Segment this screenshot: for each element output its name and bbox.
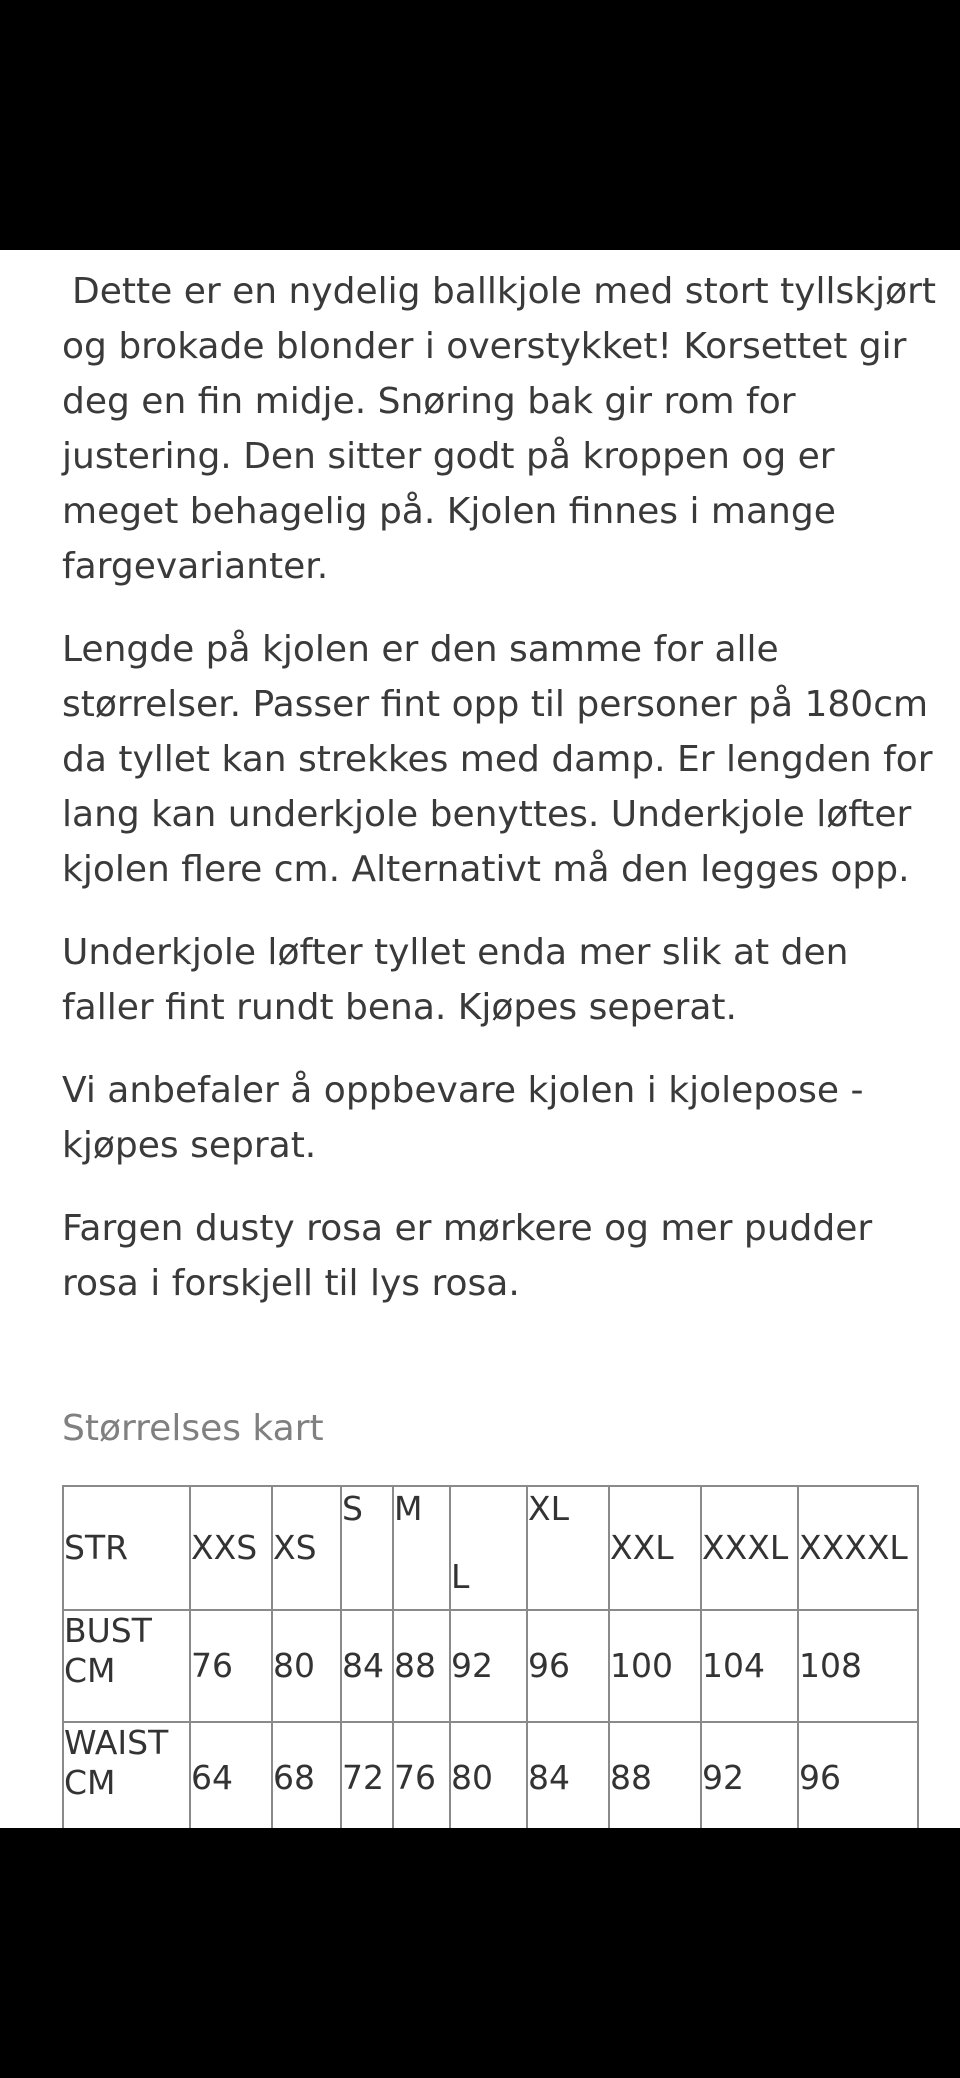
value-cell: 84 xyxy=(341,1610,393,1722)
header-cell: XXS xyxy=(190,1486,272,1610)
header-cell: STR xyxy=(63,1486,190,1610)
header-cell: XXXXL xyxy=(798,1486,918,1610)
row-label: BUST CM xyxy=(63,1610,190,1722)
header-cell: XS xyxy=(272,1486,341,1610)
size-chart-row-waist xyxy=(63,1722,918,1828)
value-cell: 100 xyxy=(609,1610,701,1722)
value-cell: 68 xyxy=(272,1722,341,1828)
value-cell: 84 xyxy=(527,1722,609,1828)
value-cell: 96 xyxy=(527,1610,609,1722)
size-chart-title: Størrelses kart xyxy=(62,1408,324,1449)
value-cell: 80 xyxy=(450,1722,527,1828)
value-cell: 88 xyxy=(609,1722,701,1828)
product-description-page xyxy=(0,250,960,1828)
description-paragraph: Lengde på kjolen er den samme for alle størrelser. Passer fint opp til personer på 180cm da tyllet kan strekkes med damp. Er lengden for lang kan underkjole benyttes. Underkjole løfter kjolen flere cm. Alternativt må den legges opp. xyxy=(62,629,933,890)
product-description xyxy=(62,264,942,1339)
value-cell: 72 xyxy=(341,1722,393,1828)
value-cell: 88 xyxy=(393,1610,450,1722)
header-cell: S xyxy=(341,1486,393,1610)
description-paragraph: Fargen dusty rosa er mørkere og mer pudder rosa i forskjell til lys rosa. xyxy=(62,1208,873,1304)
description-paragraph: Vi anbefaler å oppbevare kjolen i kjolepose - kjøpes seprat. xyxy=(62,1070,864,1166)
value-cell: 76 xyxy=(393,1722,450,1828)
value-cell: 96 xyxy=(798,1722,918,1828)
description-paragraph: Dette er en nydelig ballkjole med stort tyllskjørt og brokade blonder i overstykket! Korsettet gir deg en fin midje. Snøring bak gir rom for justering. Den sitter godt på kroppen og er meget behagelig på. Kjolen finnes i mange fargevarianter. xyxy=(62,271,937,587)
value-cell: 64 xyxy=(190,1722,272,1828)
value-cell: 104 xyxy=(701,1610,798,1722)
value-cell: 80 xyxy=(272,1610,341,1722)
row-label: WAIST CM xyxy=(63,1722,190,1828)
header-cell: M xyxy=(393,1486,450,1610)
header-cell: XXL xyxy=(609,1486,701,1610)
description-paragraph: Underkjole løfter tyllet enda mer slik at den faller fint rundt bena. Kjøpes seperat. xyxy=(62,932,849,1028)
value-cell: 92 xyxy=(450,1610,527,1722)
header-cell: L xyxy=(450,1486,527,1610)
value-cell: 76 xyxy=(190,1610,272,1722)
value-cell: 92 xyxy=(701,1722,798,1828)
size-chart-table xyxy=(62,1485,919,1828)
value-cell: 108 xyxy=(798,1610,918,1722)
header-cell: XXXL xyxy=(701,1486,798,1610)
size-chart-header-row xyxy=(63,1486,918,1610)
size-chart-row-bust xyxy=(63,1610,918,1722)
header-cell: XL xyxy=(527,1486,609,1610)
